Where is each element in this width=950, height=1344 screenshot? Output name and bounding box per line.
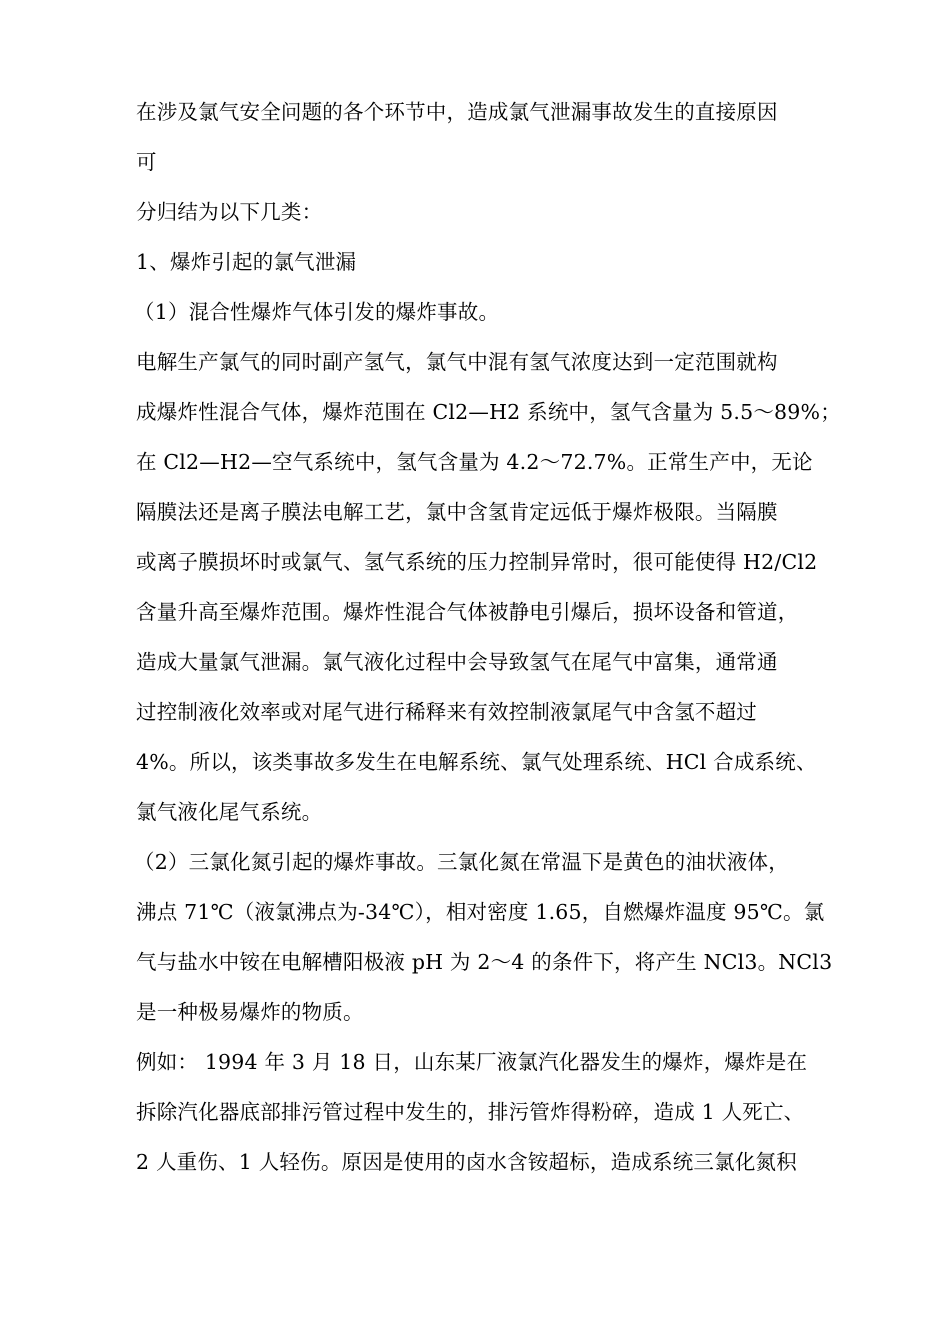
text-line-22: 2 人重伤、1 人轻伤。原因是使用的卤水含铵超标，造成系统三氯化氮积: [136, 1150, 797, 1174]
text-line-1: 在涉及氯气安全问题的各个环节中，造成氯气泄漏事故发生的直接原因: [136, 100, 778, 124]
text-line-19: 是一种极易爆炸的物质。: [136, 1000, 364, 1024]
text-line-2: 可: [136, 150, 157, 174]
text-line-7: 成爆炸性混合气体，爆炸范围在 Cl2—H2 系统中，氢气含量为 5.5～89%；: [136, 400, 841, 424]
text-line-21: 拆除汽化器底部排污管过程中发生的，排污管炸得粉碎，造成 1 人死亡、: [136, 1100, 805, 1124]
text-line-17: 沸点 71℃（液氯沸点为-34℃），相对密度 1.65，自燃爆炸温度 95℃。氯: [136, 900, 825, 924]
text-line-9: 隔膜法还是离子膜法电解工艺，氯中含氢肯定远低于爆炸极限。当隔膜: [136, 500, 778, 524]
text-line-10: 或离子膜损坏时或氯气、氢气系统的压力控制异常时，很可能使得 H2/Cl2: [136, 550, 818, 574]
subsection-heading-1: （1）混合性爆炸气体引发的爆炸事故。: [134, 300, 500, 324]
text-line-6: 电解生产氯气的同时副产氢气，氯气中混有氢气浓度达到一定范围就构: [136, 350, 778, 374]
text-line-8: 在 Cl2—H2—空气系统中，氢气含量为 4.2～72.7%。正常生产中，无论: [136, 450, 813, 474]
subsection-heading-2: （2）三氯化氮引起的爆炸事故。三氯化氮在常温下是黄色的油状液体，: [134, 850, 789, 874]
text-line-11: 含量升高至爆炸范围。爆炸性混合气体被静电引爆后，损坏设备和管道，: [136, 600, 799, 624]
text-line-14: 4%。所以，该类事故多发生在电解系统、氯气处理系统、HCl 合成系统、: [136, 750, 817, 774]
text-line-12: 造成大量氯气泄漏。氯气液化过程中会导致氢气在尾气中富集，通常通: [136, 650, 778, 674]
text-line-18: 气与盐水中铵在电解槽阳极液 pH 为 2～4 的条件下，将产生 NCl3。NCl3: [136, 950, 833, 974]
text-line-13: 过控制液化效率或对尾气进行稀释来有效控制液氯尾气中含氢不超过: [136, 700, 757, 724]
text-line-20: 例如： 1994 年 3 月 18 日，山东某厂液氯汽化器发生的爆炸，爆炸是在: [136, 1050, 808, 1074]
section-heading: 1、爆炸引起的氯气泄漏: [136, 250, 357, 274]
text-line-3: 分归结为以下几类：: [136, 200, 323, 224]
text-line-15: 氯气液化尾气系统。: [136, 800, 323, 824]
